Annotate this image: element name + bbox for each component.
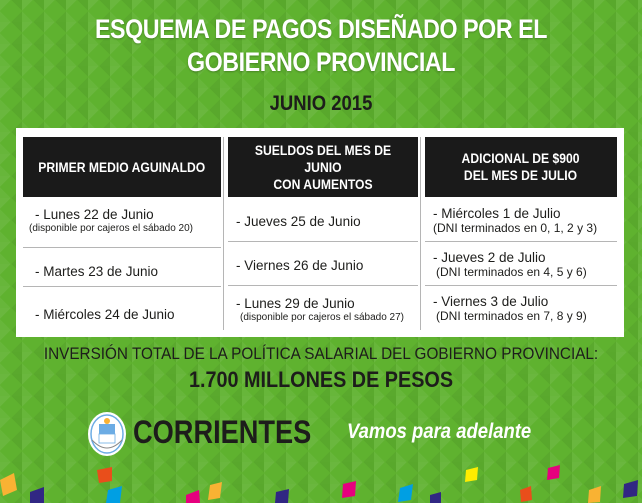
header-line: SUELDOS DEL MES DE JUNIO (254, 142, 392, 175)
confetti-decoration (0, 440, 642, 503)
table-cell: - Miércoles 1 de Julio (DNI terminados en 0, 1, 2 y 3) (433, 206, 598, 235)
brand-name: CORRIENTES (133, 414, 312, 450)
column-header (23, 137, 221, 197)
column-adicional (425, 137, 617, 335)
header-line: ADICIONAL DE $900 (462, 151, 580, 166)
row-divider (228, 285, 418, 286)
header-line: PRIMER MEDIO AGUINALDO (38, 159, 206, 175)
table-cell: - Jueves 2 de Julio (DNI terminados en 4, 5 y 6) (433, 250, 587, 279)
row-divider (228, 241, 418, 242)
row-divider (23, 286, 221, 287)
title-line-1: ESQUEMA DE PAGOS DISEÑADO POR EL (94, 14, 547, 44)
title-line-2: GOBIERNO PROVINCIAL (187, 47, 455, 77)
subtitle: JUNIO 2015 (269, 92, 373, 115)
header-line: DEL MES DE JULIO (464, 168, 578, 183)
header-line: CON AUMENTOS (273, 176, 373, 192)
table-cell: - Martes 23 de Junio (35, 264, 159, 279)
column-sueldos (228, 137, 418, 335)
table-cell: - Viernes 3 de Julio (DNI terminados en 7, 8 y 9) (433, 294, 587, 323)
table-cell: - Lunes 29 de Junio (disponible por cajeros el sábado 27) (236, 296, 404, 323)
column-header (425, 137, 617, 197)
row-divider (425, 285, 617, 286)
column-aguinaldo (23, 137, 221, 335)
slogan: Vamos para adelante (347, 420, 532, 443)
table-cell: - Viernes 26 de Junio (236, 258, 364, 273)
table-cell: - Jueves 25 de Junio (236, 214, 361, 229)
table-cell: - Lunes 22 de Junio (disponible por cajeros el sábado 20) (29, 207, 193, 234)
table-cell: - Miércoles 24 de Junio (35, 307, 175, 322)
row-divider (425, 241, 617, 242)
investment-label: INVERSIÓN TOTAL DE LA POLÍTICA SALARIAL DEL GOBIERNO PROVINCIAL: (43, 344, 599, 363)
investment-amount: 1.700 MILLONES DE PESOS (188, 367, 454, 392)
column-header (228, 137, 418, 197)
row-divider (23, 247, 221, 248)
payment-table (16, 128, 624, 337)
